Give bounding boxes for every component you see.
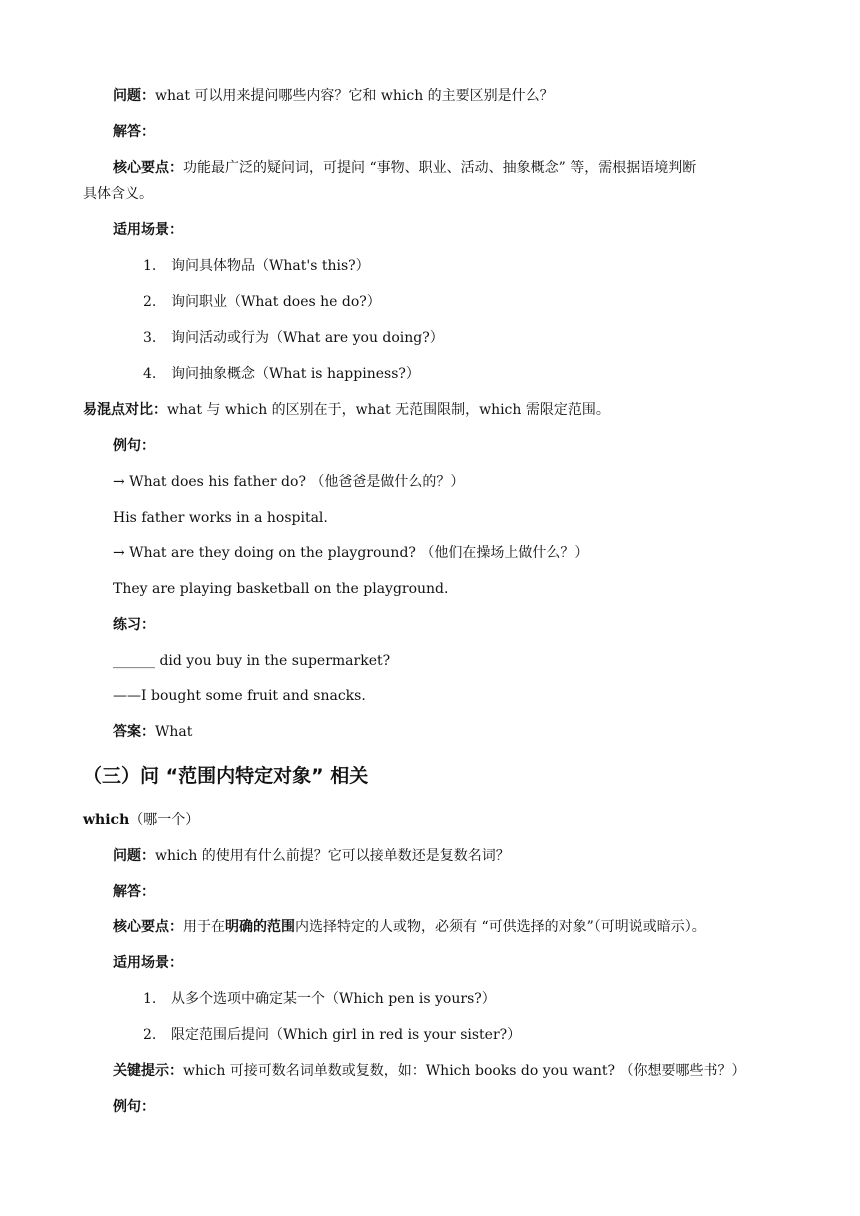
- which-tip: [113, 1061, 746, 1081]
- question-label: 问题：: [113, 88, 155, 104]
- what-answer-label: 解答：: [113, 124, 155, 140]
- list-text: 限定范围后提问（Which girl in red is your sister?）: [171, 1027, 522, 1043]
- list-number: 2.: [143, 294, 157, 310]
- list-text: 询问抽象概念（What is happiness?）: [171, 366, 420, 382]
- core-label: 核心要点：: [113, 160, 183, 176]
- which-meaning: （哪一个）: [129, 812, 200, 828]
- list-item: [143, 1025, 521, 1045]
- which-examples-label: 例句：: [113, 1099, 155, 1115]
- which-question: [113, 846, 510, 866]
- list-item: [143, 989, 496, 1009]
- list-number: 3.: [143, 330, 157, 346]
- example-sentence: → What are they doing on the playground? （他们在操场上做什么？）: [113, 545, 589, 561]
- list-item: [143, 328, 444, 348]
- which-title: [83, 810, 199, 830]
- core-text-post: 内选择特定的人或物，必须有 “可供选择的对象”（可明说或暗示）。: [295, 919, 706, 935]
- core-text: 功能最广泛的疑问词，可提问 “事物、职业、活动、抽象概念” 等，需根据语境判断: [183, 160, 697, 176]
- list-text: 询问具体物品（What's this?）: [171, 258, 370, 274]
- what-core-point-continued: 具体含义。: [83, 186, 153, 202]
- list-number: 2.: [143, 1027, 157, 1043]
- which-core-point: [113, 917, 706, 937]
- practice-label: 练习：: [113, 617, 155, 633]
- example-answer: They are playing basketball on the playground.: [113, 581, 449, 597]
- what-scenes-label: 适用场景：: [113, 222, 183, 238]
- list-text: 询问活动或行为（What are you doing?）: [171, 330, 444, 346]
- core-text-bold: 明确的范围: [225, 919, 295, 935]
- key-label: 答案：: [113, 724, 155, 740]
- example-sentence: → What does his father do? （他爸爸是做什么的？）: [113, 474, 465, 490]
- which-scenes-label: 适用场景：: [113, 955, 183, 971]
- list-text: 从多个选项中确定某一个（Which pen is yours?）: [171, 991, 496, 1007]
- list-number: 1.: [143, 258, 157, 274]
- question-text: which 的使用有什么前提？它可以接单数还是复数名词？: [155, 848, 510, 864]
- list-number: 1.: [143, 991, 157, 1007]
- what-core-point: [113, 158, 696, 178]
- what-question: [113, 86, 554, 106]
- list-number: 4.: [143, 366, 157, 382]
- tip-text: which 可接可数名词单数或复数，如：Which books do you want? （你想要哪些书？）: [183, 1063, 746, 1079]
- key-text: What: [155, 724, 193, 740]
- question-label: 问题：: [113, 848, 155, 864]
- core-text-pre: 用于在: [183, 919, 225, 935]
- list-item: [143, 292, 381, 312]
- list-item: [143, 256, 370, 276]
- which-answer-label: 解答：: [113, 884, 155, 900]
- example-answer: His father works in a hospital.: [113, 510, 328, 526]
- section-heading: （三）问 “范围内特定对象” 相关: [83, 765, 369, 787]
- confusion-label: 易混点对比：: [83, 402, 167, 418]
- core-label: 核心要点：: [113, 919, 183, 935]
- what-confusion: [83, 400, 610, 420]
- practice-key: [113, 722, 192, 742]
- list-text: 询问职业（What does he do?）: [171, 294, 381, 310]
- what-examples-label: 例句：: [113, 438, 155, 454]
- practice-response: ——I bought some fruit and snacks.: [113, 688, 366, 704]
- practice-question: ______ did you buy in the supermarket?: [113, 653, 391, 669]
- confusion-text: what 与 which 的区别在于，what 无范围限制，which 需限定范围。: [167, 402, 610, 418]
- question-text: what 可以用来提问哪些内容？它和 which 的主要区别是什么？: [155, 88, 554, 104]
- which-word: which: [83, 812, 130, 828]
- list-item: [143, 364, 420, 384]
- tip-label: 关键提示：: [113, 1063, 183, 1079]
